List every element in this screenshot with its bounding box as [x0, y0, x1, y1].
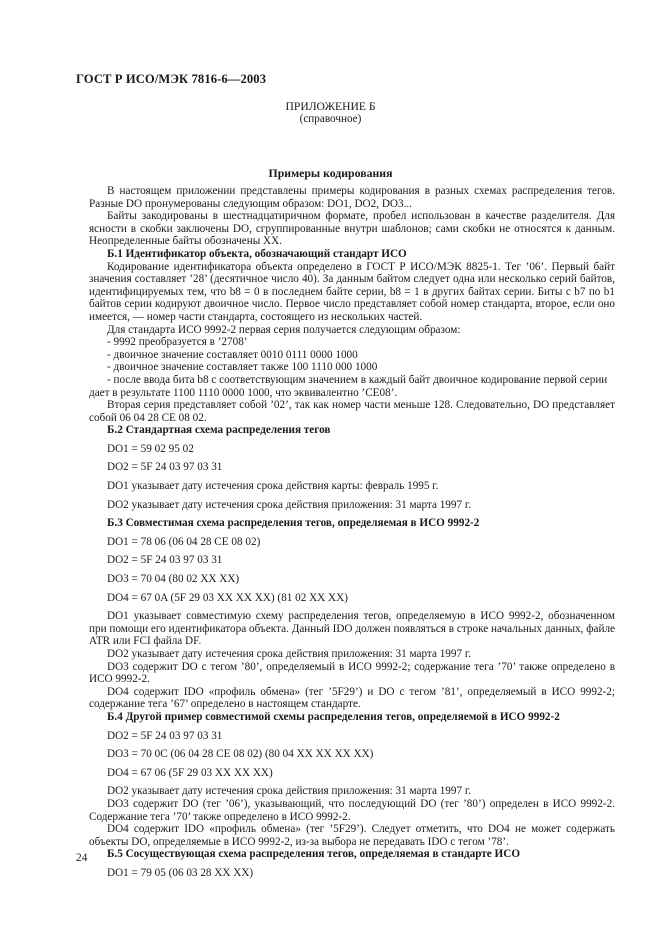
running-header: ГОСТ Р ИСО/МЭК 7816-6—2003: [76, 72, 267, 86]
b3-code-line: DO4 = 67 0A (5F 29 03 XX XX XX) (81 02 XX XX): [107, 591, 348, 604]
appendix-subtitle: (справочное): [299, 113, 362, 125]
b1-list-item: - после ввода бита b8 с соответствующим значением в каждый байт двоичное кодирование первой серии: [107, 373, 608, 386]
b1-paragraph: Кодирование идентификатора объекта определено в ГОСТ Р ИСО/МЭК 8825-1. Тег ’06’. Первый байт значения составляет ’28’ (десятичное число 40). За данным байтом следует одна или несколько серий байтов, идентифицируемых тем, что b8 = 0 в последнем байте серии, b8 = 1 в других байтах серии. Биты с b7 по b1 байтов серии кодируют двоичное число. Первое число представляет собой номер стандарта, второе, если оно имеется, — номер части стандарта, состоящего из нескольких частей.: [89, 260, 615, 323]
document-body: [89, 185, 615, 880]
b3-note: DO2 указывает дату истечения срока действия приложения: 31 марта 1997 г.: [107, 648, 472, 660]
b2-code-line: DO2 = 5F 24 03 97 03 31: [107, 461, 223, 474]
b3-code-line: DO3 = 70 04 (80 02 XX XX): [107, 573, 240, 586]
b4-code-line: DO2 = 5F 24 03 97 03 31: [107, 729, 223, 742]
b3-note: DO3 содержит DO с тегом ’80’, определяемый в ИСО 9992-2; содержание тега ’70’ также определено в ИСО 9992-2.: [89, 660, 615, 686]
b4-note: DO3 содержит DO (тег ’06’), указывающий, что последующий DO (тег ’80’) определен в ИСО 9992-2. Содержание тега ’70’ также определено в ИСО 9992-2.: [89, 797, 615, 823]
b3-note: DO4 содержит IDO «профиль обмена» (тег ’5F29’) и DO с тегом ’81’, определяемый в ИСО 9992-2; содержание тега ’67’ определено в настоящем стандарте.: [89, 685, 615, 711]
page-number: 24: [76, 852, 88, 864]
b2-note: DO1 указывает дату истечения срока действия карты: февраль 1995 г.: [107, 480, 439, 493]
b4-note: DO4 содержит IDO «профиль обмена» (тег ’5F29’). Следует отметить, что DO4 не может содержать объекты DO, определяемые в ИСО 9992-2, из-за выбора не передавать IDO с тегом ’78’.: [89, 823, 615, 848]
intro-paragraph: В настоящем приложении представлены примеры кодирования в разных схемах распределения тегов. Разные DO пронумерованы следующим образом: DO1, DO2, DO3...: [89, 185, 615, 210]
b5-code-line: DO1 = 79 05 (06 03 28 XX XX): [107, 866, 254, 879]
section-heading-b4: Б.4 Другой пример совместимой схемы распределения тегов, определяемой в ИСО 9992-2: [107, 710, 560, 723]
b1-paragraph: Для стандарта ИСО 9992-2 первая серия получается следующим образом:: [107, 323, 461, 336]
section-heading-b2: Б.2 Стандартная схема распределения тегов: [107, 424, 331, 437]
b2-note: DO2 указывает дату истечения срока действия приложения: 31 марта 1997 г.: [107, 498, 472, 511]
section-heading-b1: Б.1 Идентификатор объекта, обозначающий стандарт ИСО: [107, 247, 407, 260]
section-heading-b3: Б.3 Совместимая схема распределения тегов, определяемая в ИСО 9992-2: [107, 517, 480, 530]
b4-code-line: DO4 = 67 06 (5F 29 03 XX XX XX): [107, 766, 273, 779]
b4-note: DO2 указывает дату истечения срока действия приложения: 31 марта 1997 г.: [107, 785, 472, 798]
b1-list-item: - двоичное значение составляет 0010 0111 0000 1000: [107, 348, 358, 361]
b1-list-item: - двоичное значение составляет также 100 1110 000 1000: [107, 361, 378, 374]
b1-paragraph: Вторая серия представляет собой ’02’, так как номер части меньше 128. Следовательно, DO представляет собой 06 04 28 CE 08 02.: [89, 399, 615, 424]
b2-code-line: DO1 = 59 02 95 02: [107, 442, 194, 455]
b3-note: DO1 указывает совместимую схему распределения тегов, определяемую в ИСО 9992-2, обозначенном при помощи его идентификатора объекта. Данный IDO должен появляться в строке начальных данных, файле ATR или FCI файла DF.: [89, 610, 615, 648]
b4-code-line: DO3 = 70 0C (06 04 28 CE 08 02) (80 04 XX XX XX XX): [107, 748, 374, 761]
b1-list-item-continuation: дает в результате 1100 1110 0000 1000, что эквивалентно ’CE08’.: [89, 386, 398, 399]
b3-code-line: DO2 = 5F 24 03 97 03 31: [107, 554, 223, 567]
section-title: Примеры кодирования: [268, 166, 393, 180]
b3-code-line: DO1 = 78 06 (06 04 28 CE 08 02): [107, 535, 261, 548]
b1-list-item: - 9992 преобразуется в ’2708’: [107, 336, 248, 349]
intro-paragraph: Байты закодированы в шестнадцатиричном формате, пробел использован в качестве разделителя. Для ясности в скобки заключены DO, сгруппированные внутри шаблонов; сами скобки не относятся к данным. Неопределенные байты обозначены XX.: [89, 210, 615, 248]
section-heading-b5: Б.5 Сосуществующая схема распределения тегов, определяемая в стандарте ИСО: [107, 848, 521, 861]
appendix-title: ПРИЛОЖЕНИЕ Б: [285, 100, 376, 113]
